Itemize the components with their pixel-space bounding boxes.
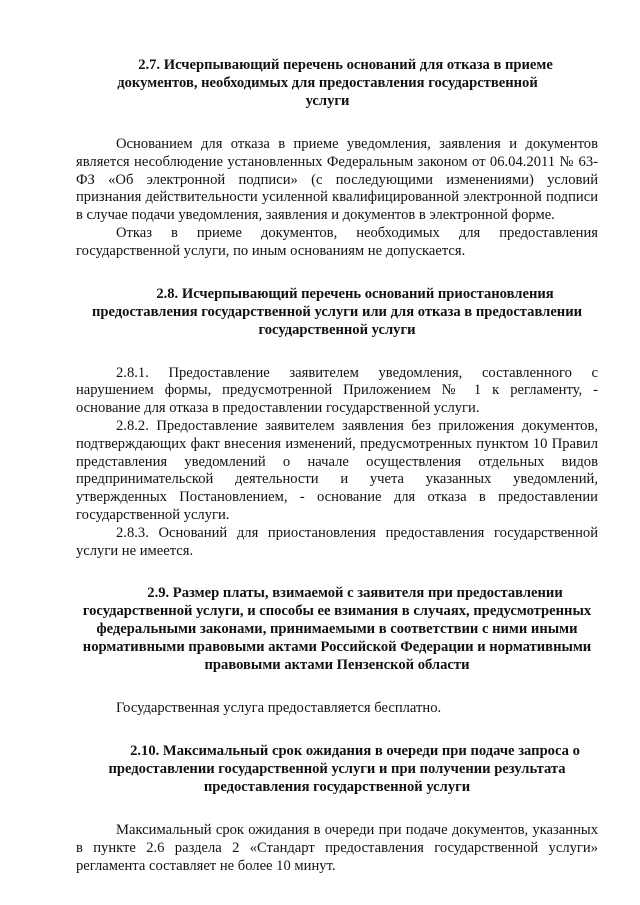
section-2-7 [76,56,598,261]
paragraph: Государственная услуга предоставляется бесплатно. [116,700,442,717]
paragraph: Отказ в приеме документов, необходимых для предоставления государственной услуги, по иным основаниям не допускается. [76,224,598,259]
section-heading: 2.10. Максимальный срок ожидания в очереди при подаче запроса о предоставлении государственной услуги и при получении результата предоставления государственной услуги [108,743,580,796]
section-heading: 2.9. Размер платы, взимаемой с заявителя при предоставлении государственной услуги, и способы ее взимания в случаях, предусмотренных федеральными законами, принимаемыми в соответствии с ними иными нормативными правовыми актами Российской Федерации и нормативными правовыми актами Пензенской области [82,585,592,674]
paragraph: 2.8.2. Предоставление заявителем заявления без приложения документов, подтверждающих факт внесения изменений, предусмотренных пунктом 10 Правил представления уведомлений о начале осуществления отдельных видов предпринимательской деятельности и учета указанных уведомлений, утвержденных Постановлением, - основание для отказа в предоставлении государственной услуги. [76,417,598,523]
section-2-10 [76,742,598,875]
section-2-8 [76,285,598,561]
paragraph: Основанием для отказа в приеме уведомления, заявления и документов является несоблюдение установленных Федеральным законом от 06.04.2011 № 63-ФЗ «Об электронной подписи» (с последующими изменениями) условий признания действительности усиленной квалифицированной электронной подписи в случае подачи уведомления, заявления и документов в электронной форме. [76,136,598,224]
paragraph: 2.8.3. Оснований для приостановления предоставления государственной услуги не имеется. [76,524,598,559]
section-2-9 [76,584,598,718]
paragraph: Максимальный срок ожидания в очереди при подаче документов, указанных в пункте 2.6 раздела 2 «Стандарт предоставления государственной услуги» регламента составляет не более 10 минут. [76,822,598,874]
section-heading: 2.8. Исчерпывающий перечень оснований приостановления предоставления государственной услуги или для отказа в предоставлении государственной услуги [91,285,583,338]
paragraph: 2.8.1. Предоставление заявителем уведомления, составленного с нарушением формы, предусмотренной Приложением № 1 к регламенту, - основание для отказа в предоставлении государственной услуги. [76,364,598,417]
document-page [76,56,598,876]
section-heading: 2.7. Исчерпывающий перечень оснований для отказа в приеме документов, необходимых для предоставления государственной услуги [117,57,553,109]
